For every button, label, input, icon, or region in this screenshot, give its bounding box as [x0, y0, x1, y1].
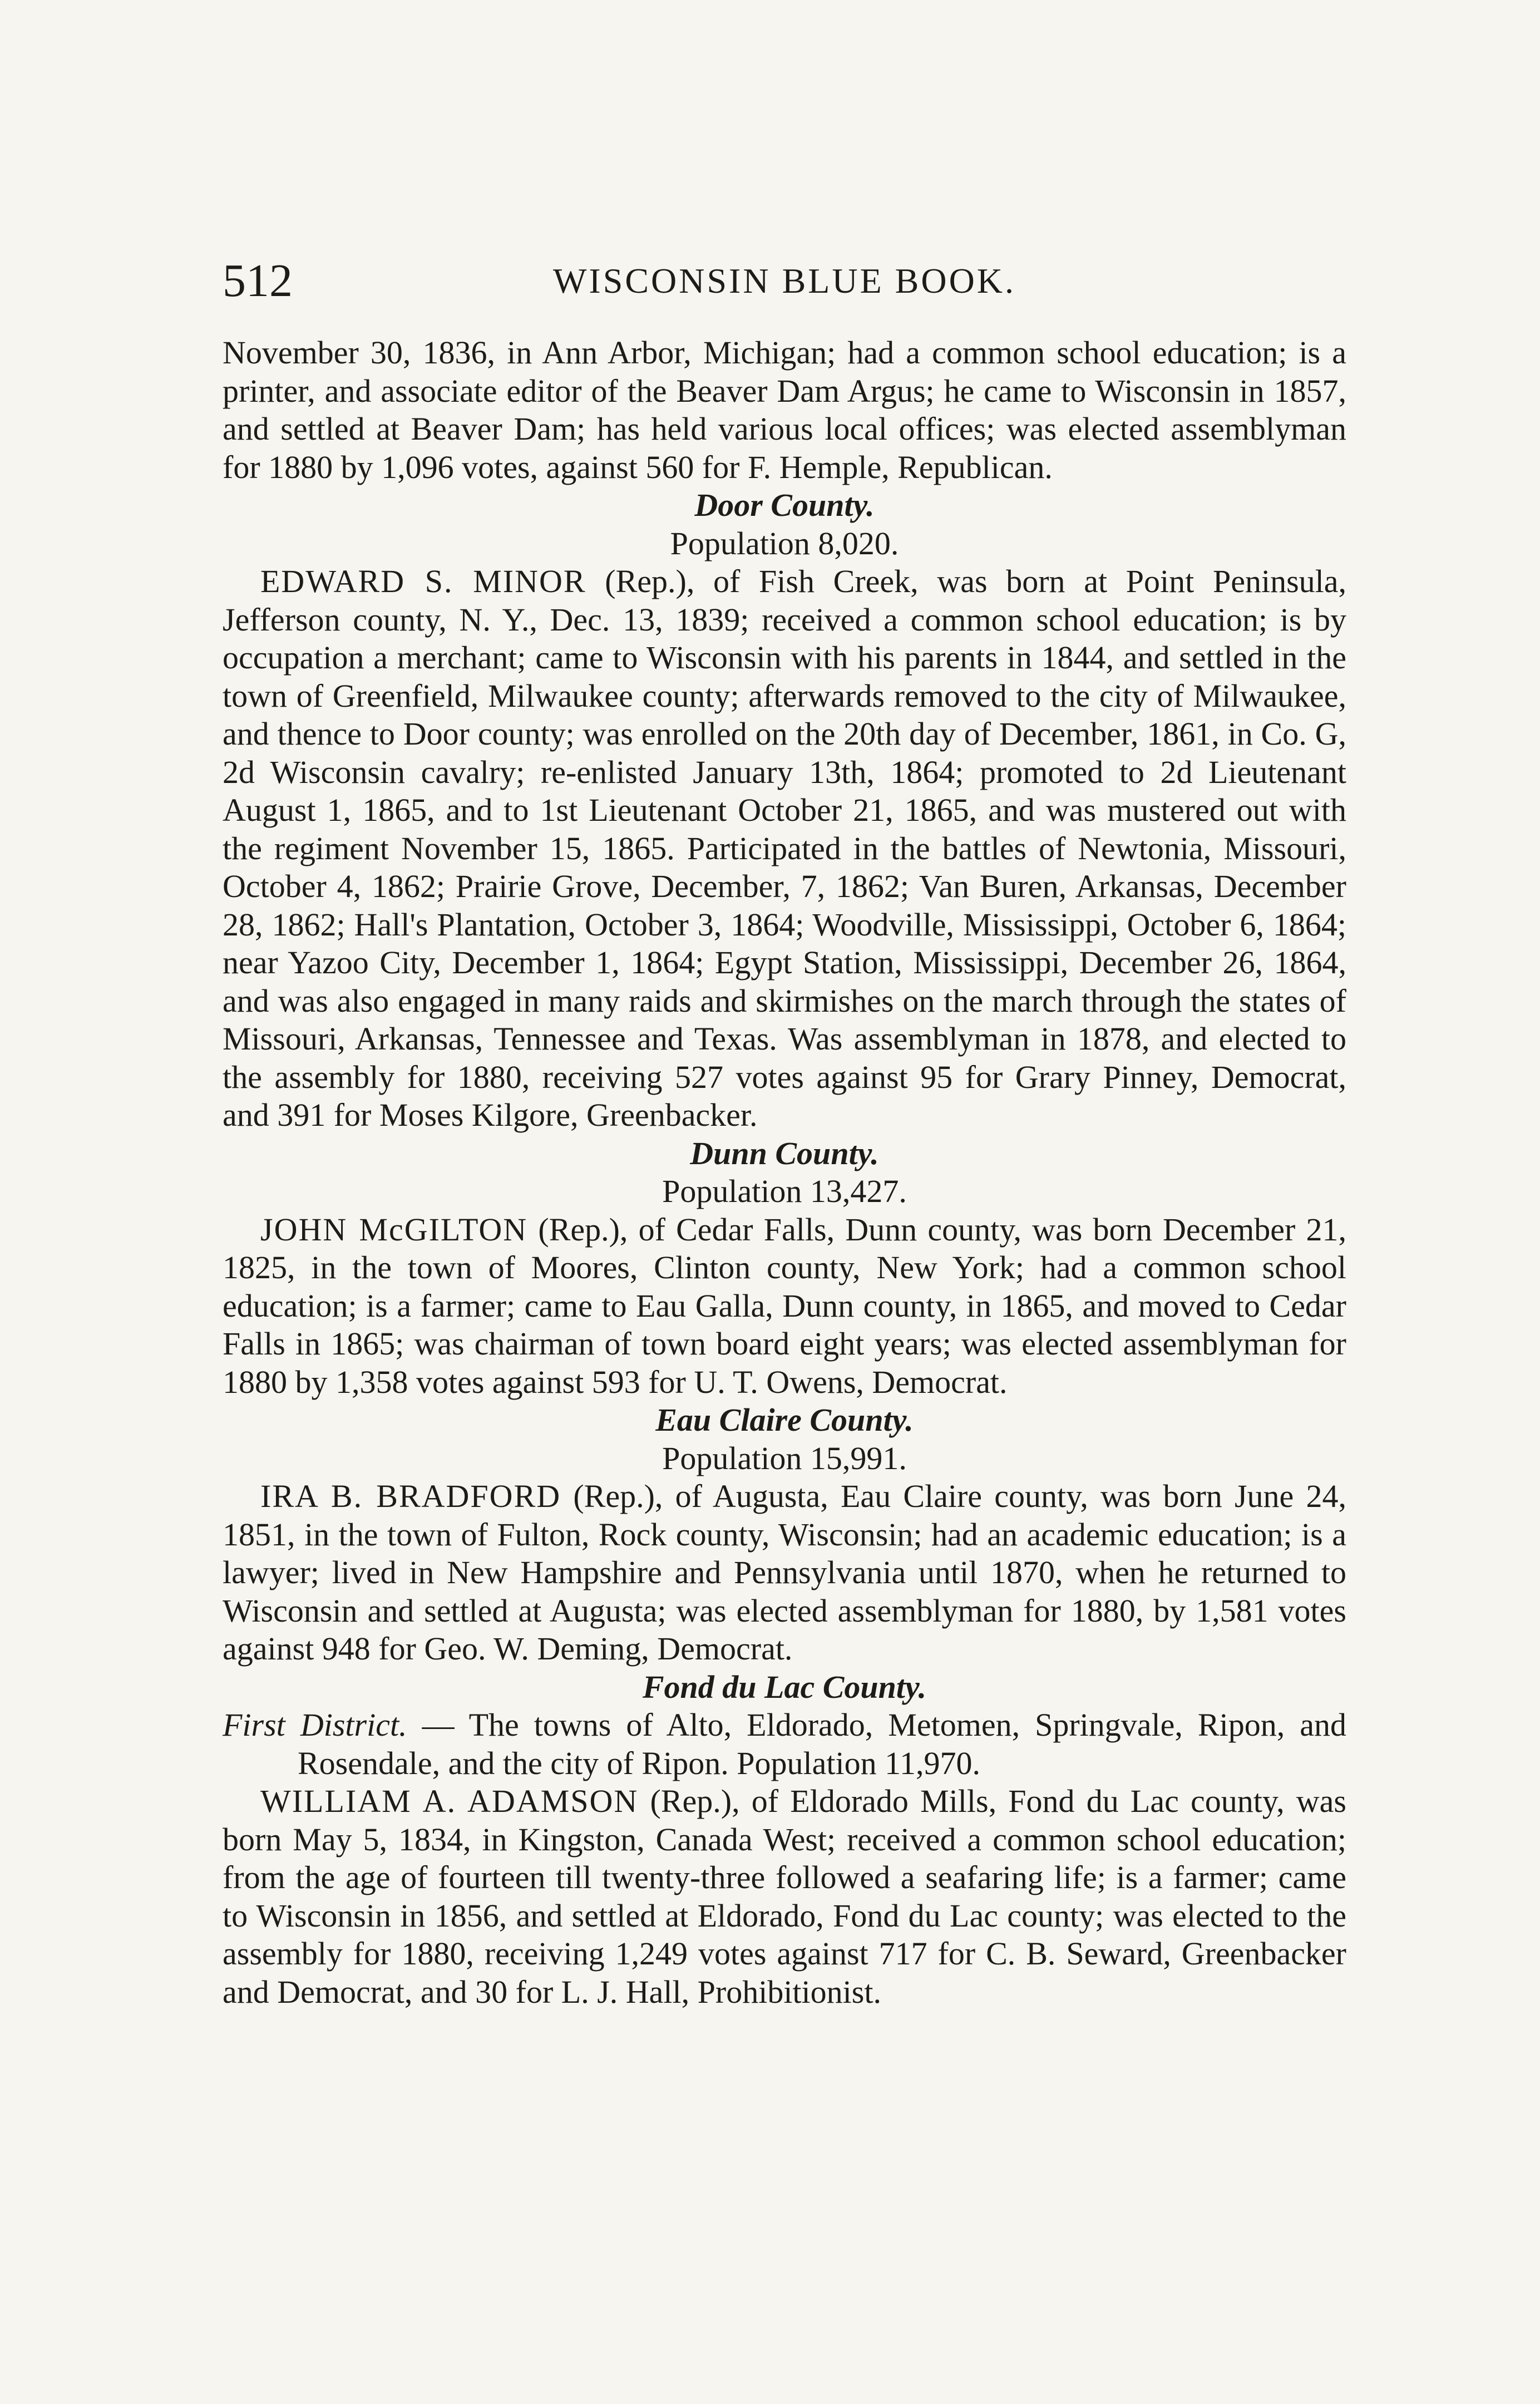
member-bio: (Rep.), of Eldorado Mills, Fond du Lac county, was born May 5, 1834, in Kingston, Canada West; received a common school education; from the age of fourteen till twenty-three followed a seafaring life; is a farmer; came to Wisconsin in 1856, and settled at Eldorado, Fond du Lac county; was elected to the assembly for 1880, receiving 1,249 votes against 717 for C. B. Seward, Greenbacker and Democrat, and 30 for L. J. Hall, Prohibitionist. — [223, 1783, 1347, 2010]
member-name: IRA B. BRADFORD — [260, 1478, 561, 1514]
district-description — [223, 1706, 1346, 1782]
biography-paragraph — [223, 563, 1346, 1135]
population-line: Population 13,427. — [662, 1173, 907, 1209]
population-line: Population 15,991. — [662, 1440, 907, 1476]
district-text: — The towns of Alto, Eldorado, Metomen, Springvale, Ripon, and Rosendale, and the city of Ripon. Population 11,970. — [298, 1707, 1347, 1781]
member-bio: (Rep.), of Cedar Falls, Dunn county, was born December 21, 1825, in the town of Moores, Clinton county, New York; had a common school education; is a farmer; came to Eau Galla, Dunn county, in 1865, and moved to Cedar Falls in 1865; was chairman of town board eight years; was elected assemblyman for 1880 by 1,358 votes against 593 for U. T. Owens, Democrat. — [223, 1211, 1346, 1400]
section-heading: Dunn County. — [690, 1135, 879, 1171]
page-number: 512 — [223, 255, 293, 307]
continuation-paragraph: November 30, 1836, in Ann Arbor, Michigan; had a common school education; is a printer, and associate editor of the Beaver Dam Argus; he came to Wisconsin in 1857, and settled at Beaver Dam; has held various local offices; was elected assemblyman for 1880 by 1,096 votes, against 560 for F. Hemple, Republican. — [223, 334, 1346, 485]
section-heading: Door County. — [694, 487, 875, 523]
population-line: Population 8,020. — [670, 525, 899, 561]
member-bio: (Rep.), of Augusta, Eau Claire county, was born June 24, 1851, in the town of Fulton, Rock county, Wisconsin; had an academic education; is a lawyer; lived in New Hampshire and Pennsylvania until 1870, when he returned to Wisconsin and settled at Augusta; was elected assemblyman for 1880, by 1,581 votes against 948 for Geo. W. Deming, Democrat. — [223, 1478, 1346, 1667]
member-bio: (Rep.), of Fish Creek, was born at Point Peninsula, Jefferson county, N. Y., Dec. 13, 1839; received a common school education; is by occupation a merchant; came to Wisconsin with his parents in 1844, and settled in the town of Greenfield, Milwaukee county; afterwards removed to the city of Milwaukee, and thence to Door county; was enrolled on the 20th day of December, 1861, in Co. G, 2d Wisconsin cavalry; re-enlisted January 13th, 1864; promoted to 2d Lieutenant August 1, 1865, and to 1st Lieutenant October 21, 1865, and was mustered out with the regiment November 15, 1865. Participated in the battles of Newtonia, Missouri, October 4, 1862; Prairie Grove, December, 7, 1862; Van Buren, Arkansas, December 28, 1862; Hall's Plantation, October 3, 1864; Woodville, Mississippi, October 6, 1864; near Yazoo City, December 1, 1864; Egypt Station, Mississippi, December 26, 1864, and was also engaged in many raids and skirmishes on the march through the states of Missouri, Arkansas, Tennessee and Texas. Was assemblyman in 1878, and elected to the assembly for 1880, receiving 527 votes against 95 for Grary Pinney, Democrat, and 391 for Moses Kilgore, Greenbacker. — [223, 563, 1347, 1133]
running-title: WISCONSIN BLUE BOOK. — [553, 261, 1016, 300]
district-label: First District. — [223, 1707, 407, 1743]
section-heading: Fond du Lac County. — [642, 1668, 927, 1705]
member-name: EDWARD S. MINOR — [260, 563, 586, 599]
member-name: WILLIAM A. ADAMSON — [260, 1783, 639, 1819]
biography-paragraph — [223, 1782, 1346, 2011]
page-header — [223, 250, 1346, 312]
biography-paragraph — [223, 1211, 1346, 1402]
biography-paragraph — [223, 1477, 1346, 1668]
section-heading: Eau Claire County. — [655, 1402, 914, 1438]
member-name: JOHN McGILTON — [260, 1211, 528, 1248]
page-body — [223, 334, 1346, 2011]
